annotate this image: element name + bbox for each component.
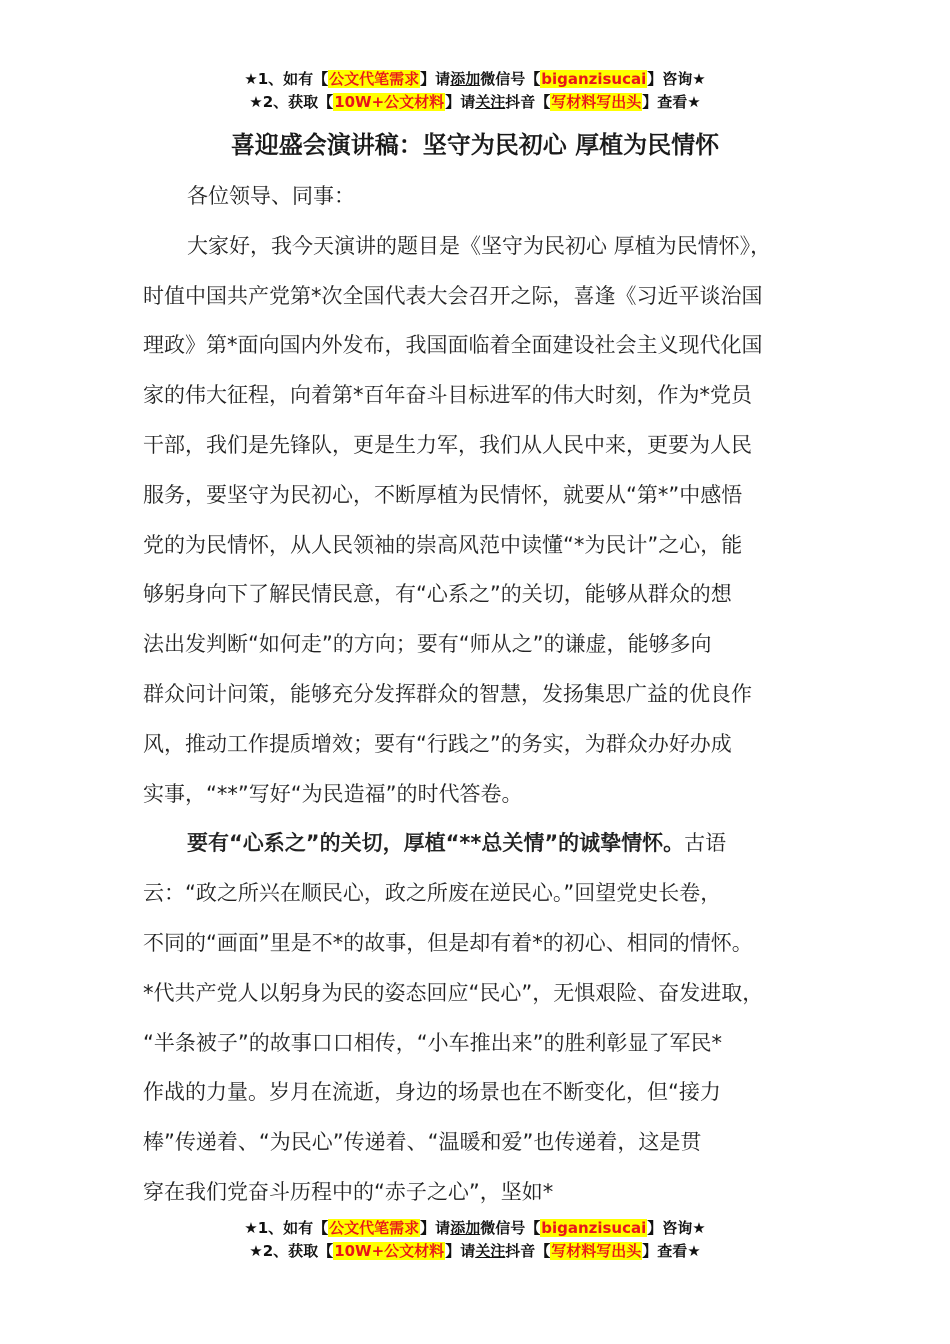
highlight-text: 10W+公文材料 bbox=[334, 1242, 445, 1260]
highlight-text: 写材料写出头 bbox=[551, 1242, 642, 1260]
paragraph-intro: 大家好，我今天演讲的题目是《坚守为民初心 厚植为民情怀》， 时值中国共产党第*次全国代表大会召开之际，喜逢《习近平谈治国 理政》第*面向国内外发布，我国面临着全面建设社会主义现代化国 家的伟大征程，向着第*百年奋斗目标进军的伟大时刻，作为*党员 干部，我们是先锋队，更是生力军，我们从人民中来，更要为人民 服务，要坚守为民初心，不断厚植为民情怀，就要从“第*”中感悟 党的为民情怀，从人民领袖的崇高风范中读懂“*为民计”之心，能 够躬身向下了解民情民意，有“心系之”的关切，能够从群众的想 法出发判断“如何走”的方向；要有“师从之”的谦虚，能够多向 群众问计问策，能够充分发挥群众的智慧，发扬集思广益的优良作 风，推动工作提质增效；要有“行践之”的务实，为群众办好办成 实事，“**”写好“为民造福”的时代答卷。 bbox=[143, 233, 772, 806]
salutation: 各位领导、同事： bbox=[187, 184, 355, 208]
highlight-text: 公文代笔需求 bbox=[329, 1219, 420, 1237]
highlight-text: 公文代笔需求 bbox=[329, 70, 420, 88]
section-heading: 要有“心系之”的关切，厚植“**总关情”的诚挚情怀。 bbox=[187, 831, 685, 856]
document-title: 喜迎盛会演讲稿：坚守为民初心 厚植为民情怀 bbox=[230, 131, 720, 159]
bottom-banner bbox=[0, 1217, 950, 1263]
banner-line-1: ★1、如有【公文代笔需求】请添加微信号【biganzisucai】咨询★ bbox=[244, 70, 706, 88]
highlight-text: biganzisucai bbox=[541, 1219, 647, 1237]
highlight-text: 写材料写出头 bbox=[551, 93, 642, 111]
paragraph-section-1: 要有“心系之”的关切，厚植“**总关情”的诚挚情怀。古语 云：“政之所兴在顺民心，政之所废在逆民心。”回望党史长卷， 不同的“画面”里是不*的故事，但是却有着*的初心、相同的情怀。 *代共产党人以躬身为民的姿态回应“民心”，无惧艰险、奋发进取， “半条被子”的故事口口相传，“小车推出来”的胜利彰显了军民* 作战的力量。岁月在流逝，身边的场景也在不断变化，但“接力 棒”传递着、“为民心”传递着、“温暖和爱”也传递着，这是贯 穿在我们党奋斗历程中的“赤子之心”，坚如* bbox=[143, 831, 764, 1204]
highlight-text: 10W+公文材料 bbox=[334, 93, 445, 111]
top-banner bbox=[0, 68, 950, 114]
banner-line-1: ★1、如有【公文代笔需求】请添加微信号【biganzisucai】咨询★ bbox=[244, 1219, 706, 1237]
banner-line-2: ★2、获取【10W+公文材料】请关注抖音【写材料写出头】查看★ bbox=[249, 1242, 701, 1260]
document-body bbox=[143, 172, 823, 1218]
highlight-text: biganzisucai bbox=[541, 70, 647, 88]
banner-line-2: ★2、获取【10W+公文材料】请关注抖音【写材料写出头】查看★ bbox=[249, 93, 701, 111]
